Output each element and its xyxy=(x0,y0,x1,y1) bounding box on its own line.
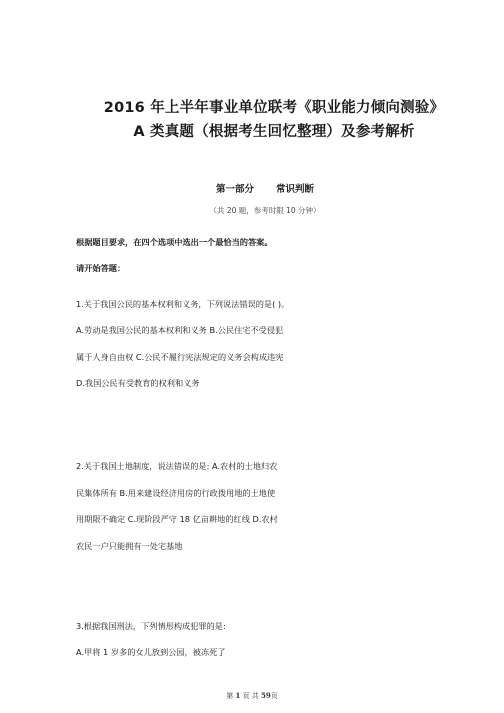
section-part: 第一部分 xyxy=(215,184,254,195)
footer-middle: 页 共 xyxy=(242,692,259,700)
question-1-line-3: 属于人身自由权 C.公民不履行宪法规定的义务会构成违宪 xyxy=(76,352,284,362)
question-3-line-2: A.甲将 1 岁多的女儿放到公园，被冻死了 xyxy=(76,647,226,657)
question-2-line-2: 民集体所有 B.用来建设经济用房的行政拨用地的土地使 xyxy=(76,488,276,498)
question-2-line-3: 用期限不确定 C.现阶段严守 18 亿亩耕地的红线 D.农村 xyxy=(76,514,278,524)
section-note: （共 20 题，参考时限 10 分钟） xyxy=(209,206,321,215)
question-1-line-1: 1.关于我国公民的基本权利和义务，下列说法错误的是( )。 xyxy=(76,299,290,309)
question-1-line-2: A.劳动是我国公民的基本权利和义务 B.公民住宅不受侵犯 xyxy=(76,325,284,335)
question-2-line-1: 2.关于我国土地制度，说法错误的是: A.农村的土地归农 xyxy=(76,461,278,471)
footer-page-number: 1 xyxy=(235,691,241,700)
instruction-line-2: 请开始答题： xyxy=(76,263,126,273)
footer-suffix: 页 xyxy=(270,692,278,700)
section-name: 常识判断 xyxy=(276,184,315,195)
instruction-line-1: 根据题目要求，在四个选项中选出一个最恰当的答案。 xyxy=(76,237,273,247)
document-title-line-1: 2016 年上半年事业单位联考《职业能力倾向测验》 xyxy=(103,100,445,116)
section-heading xyxy=(0,181,504,195)
question-1-line-4: D.我国公民有受教育的权利和义务 xyxy=(76,378,200,388)
footer-total-pages: 59 xyxy=(261,691,271,700)
document-title-line-2: A 类真题（根据考生回忆整理）及参考解析 xyxy=(133,124,415,140)
question-2-line-4: 农民一户只能拥有一处宅基地 xyxy=(76,541,183,551)
footer-prefix: 第 xyxy=(226,692,234,700)
question-3-line-1: 3.根据我国刑法，下列情形构成犯罪的是: xyxy=(76,621,226,631)
page-footer xyxy=(0,691,504,701)
